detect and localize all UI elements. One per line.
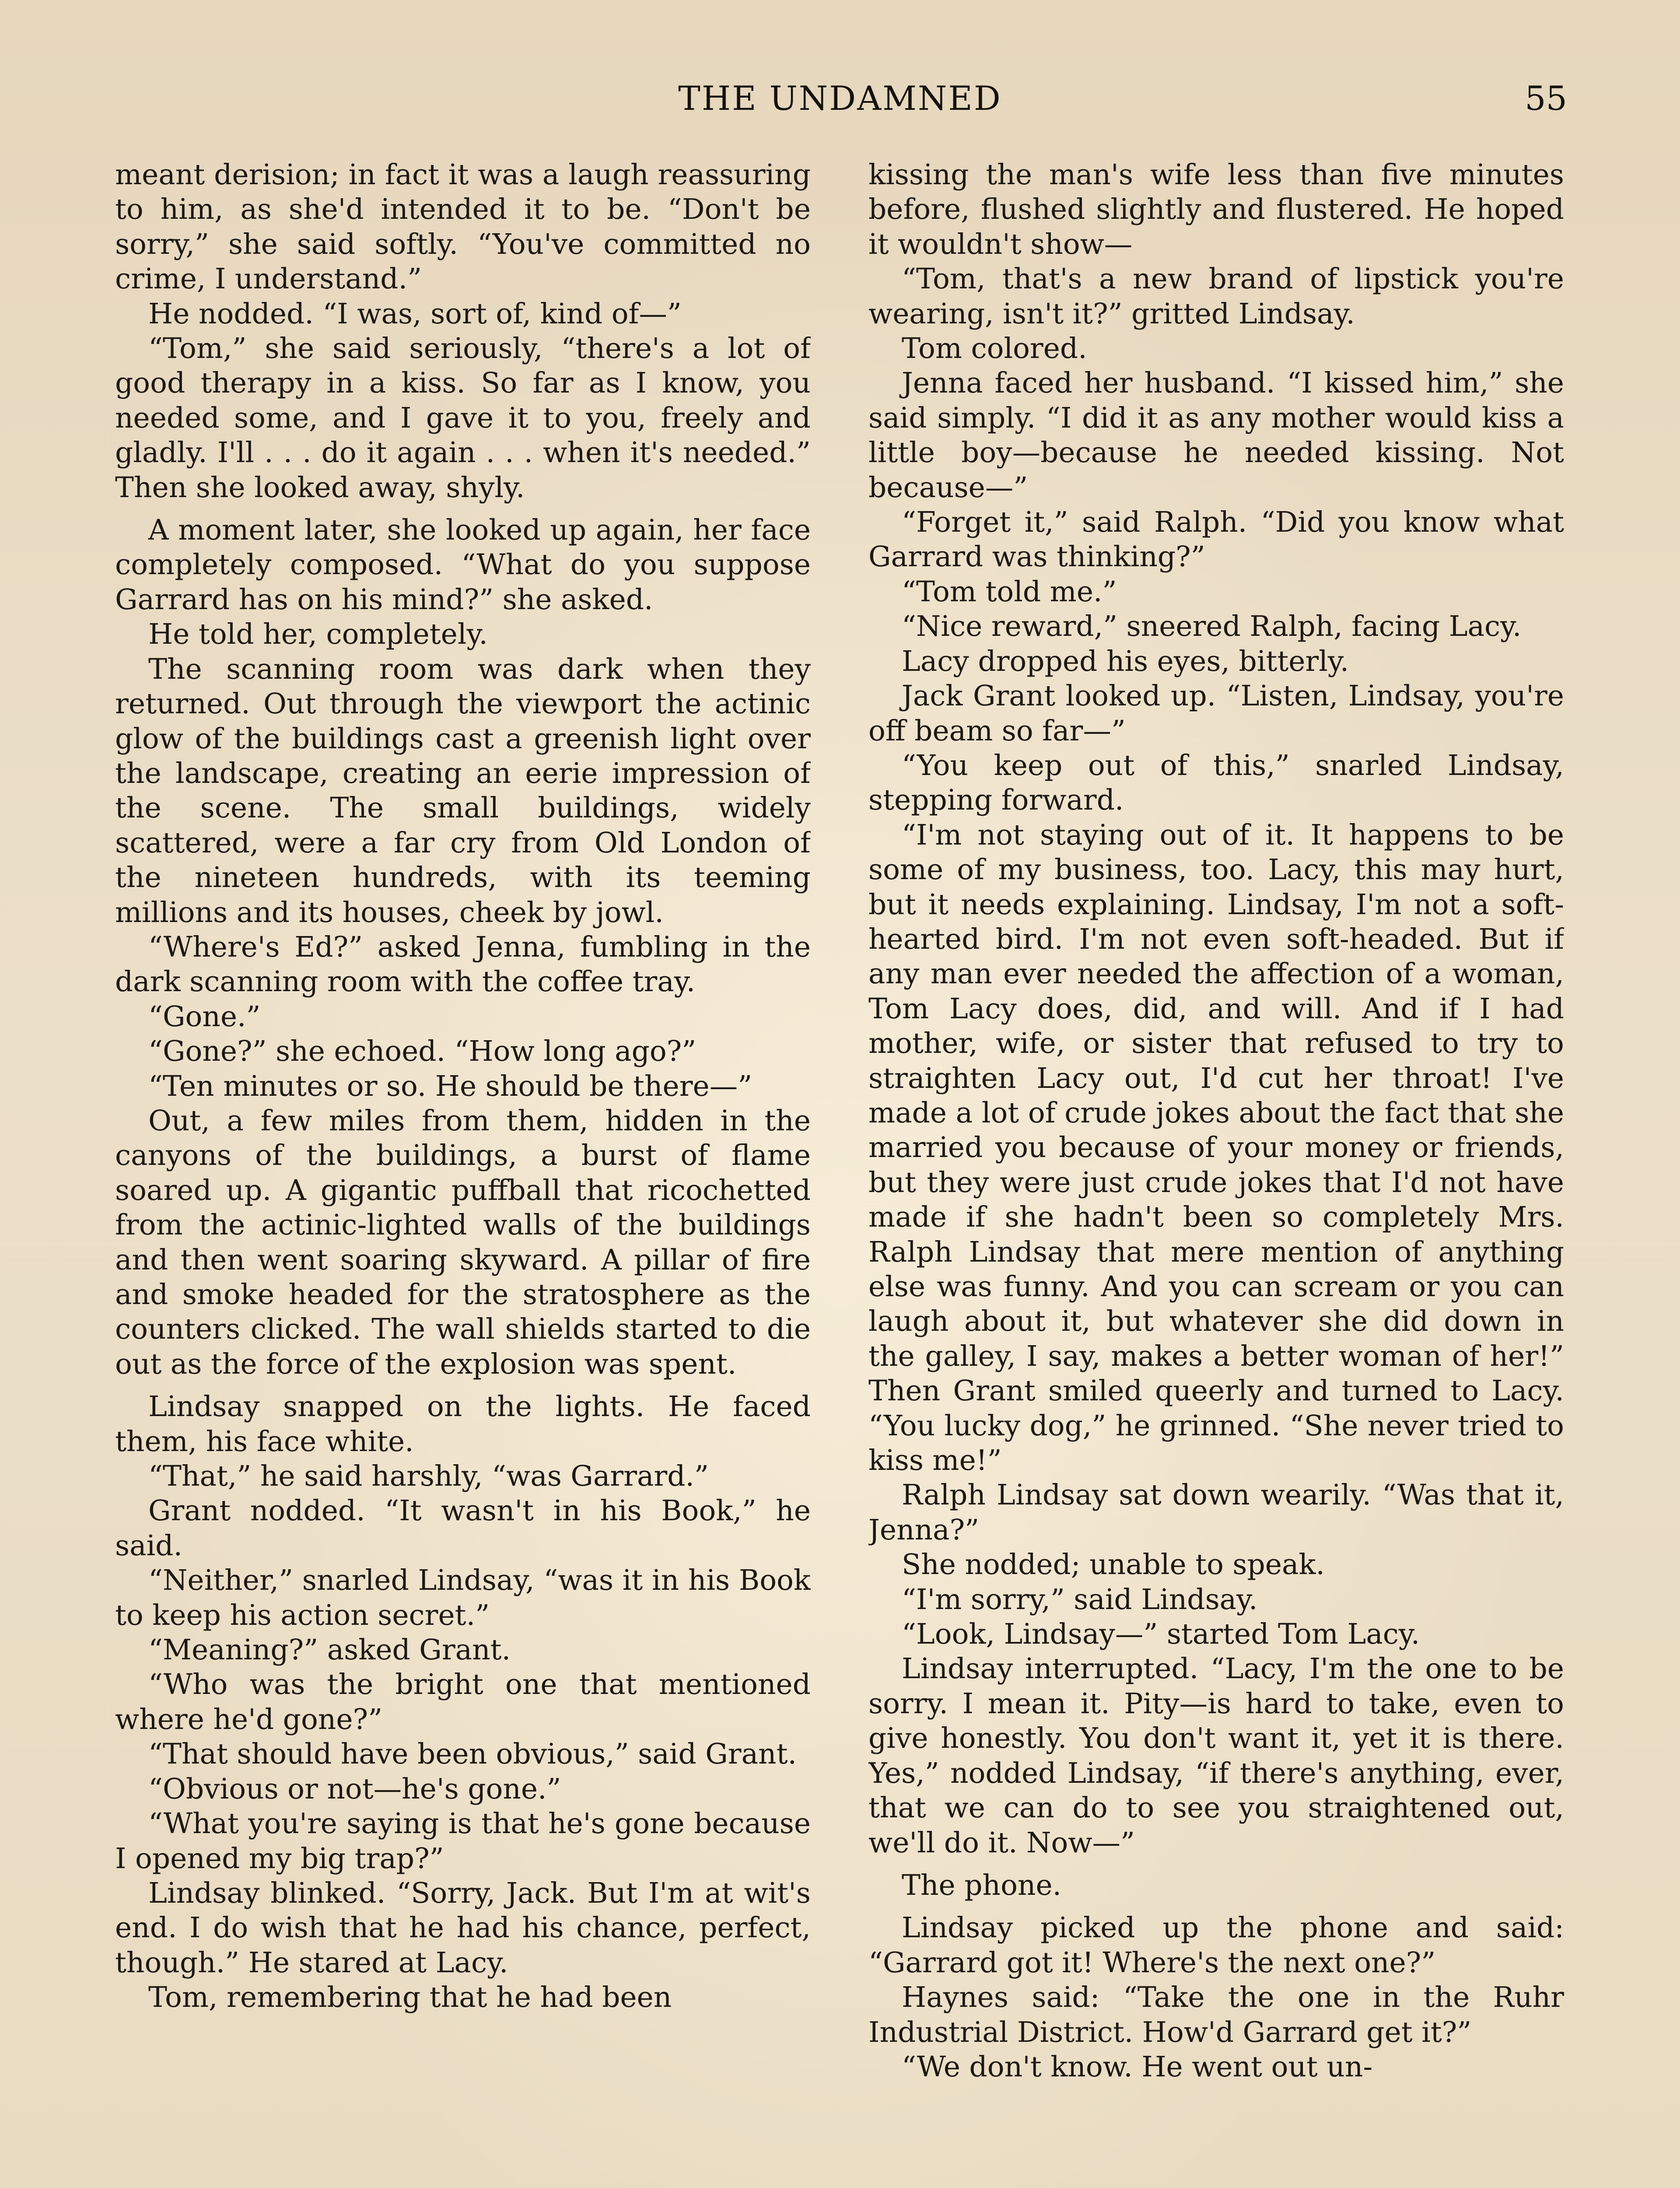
paragraph: “Meaning?” asked Grant. [148,1634,511,1667]
paragraph: “Obvious or not—he's gone.” [148,1772,561,1806]
paragraph: “Gone?” she echoed. “How long ago?” [148,1035,696,1068]
paragraph: “You keep out of this,” snarled Lindsay, stepping forward. [868,749,1564,817]
paragraph: Jenna faced her husband. “I kissed him,” she said simply. “I did it as any mother would kiss a little boy—because he needed kissing. Not because—” [868,367,1564,504]
paragraph: Lindsay picked up the phone and said: “Garrard got it! Where's the next one?” [868,1911,1564,1979]
page-number: 55 [1525,79,1567,118]
paragraph: “I'm sorry,” said Lindsay. [902,1583,1258,1616]
paragraph: “Look, Lindsay—” started Tom Lacy. [902,1618,1420,1651]
paragraph: kissing the man's wife less than five minutes before, flushed slightly and flustered. He hoped it wouldn't show— [868,158,1564,261]
paragraph: The scanning room was dark when they returned. Out through the viewport the actinic glow of the buildings cast a greenish light over the landscape, creating an eerie impression of the scene. The small buildings, widely scattered, were a far cry from Old London of the nineteen hundreds, with its teeming millions and its houses, cheek by jowl. [115,652,811,929]
paragraph: “What you're saying is that he's gone because I opened my big trap?” [115,1807,811,1875]
paragraph: “Forget it,” said Ralph. “Did you know what Garrard was thinking?” [868,506,1564,574]
paragraph: “We don't know. He went out un- [902,2050,1373,2083]
paragraph: “That should have been obvious,” said Grant. [148,1738,797,1771]
paragraph: Ralph Lindsay sat down wearily. “Was that it, Jenna?” [868,1479,1564,1546]
paragraph: “Tom,” she said seriously, “there's a lot of good therapy in a kiss. So far as I know, you needed some, and I gave it to you, freely and gladly. I'll . . . do it again . . . when it's needed.” Then she looked away, shyly. [115,332,811,504]
paragraph: The phone. [902,1869,1062,1902]
paragraph: Jack Grant looked up. “Listen, Lindsay, you're off beam so far—” [868,680,1564,747]
paragraph: “That,” he said harshly, “was Garrard.” [148,1460,709,1493]
paragraph: “Nice reward,” sneered Ralph, facing Lacy. [902,610,1522,643]
paragraph: “Tom told me.” [902,575,1117,608]
paragraph: Lindsay blinked. “Sorry, Jack. But I'm at wit's end. I do wish that he had his chance, perfect, though.” He stared at Lacy. [115,1876,811,1979]
paragraph: “Neither,” snarled Lindsay, “was it in his Book to keep his action secret.” [115,1564,811,1632]
paragraph: Lacy dropped his eyes, bitterly. [902,645,1349,678]
paragraph: Out, a few miles from them, hidden in the canyons of the buildings, a burst of flame soared up. A gigantic puffball that ricochetted from the actinic-lighted walls of the buildings and then went soaring skyward. A pillar of fire and smoke headed for the stratosphere as the counters clicked. The wall shields started to die out as the force of the explosion was spent. [115,1104,811,1381]
paragraph: He told her, completely. [148,618,488,651]
paragraph: meant derision; in fact it was a laugh reassuring to him, as she'd intended it to be. “Don't be sorry,” she said softly. “You've committed no crime, I understand.” [115,158,811,296]
paragraph: “Gone.” [148,1000,261,1033]
paragraph: “Who was the bright one that mentioned where he'd gone?” [115,1668,811,1736]
paragraph: He nodded. “I was, sort of, kind of—” [148,297,682,330]
paragraph: Tom colored. [902,332,1087,365]
paragraph: Lindsay interrupted. “Lacy, I'm the one to be sorry. I mean it. Pity—is hard to take, even to give honestly. You don't want it, yet it is there. Yes,” nodded Lindsay, “if there's anything, ever, that we can do to see you straightened out, we'll do it. Now—” [868,1652,1564,1859]
running-head-title: THE UNDAMNED [678,79,1002,118]
paragraph: Lindsay snapped on the lights. He faced them, his face white. [115,1390,811,1458]
paragraph: Haynes said: “Take the one in the Ruhr Industrial District. How'd Garrard get it?” [868,1981,1564,2049]
paragraph: Grant nodded. “It wasn't in his Book,” he said. [115,1494,811,1562]
right-text-column [868,158,1564,2188]
paragraph: She nodded; unable to speak. [902,1548,1325,1581]
paragraph: “Ten minutes or so. He should be there—” [148,1069,752,1103]
paragraph: Tom, remembering that he had been [148,1981,672,2014]
paragraph: A moment later, she looked up again, her face completely composed. “What do you suppose Garrard has on his mind?” she asked. [115,514,811,616]
paragraph: “I'm not staying out of it. It happens to be some of my business, too. Lacy, this may hurt, but it needs explaining. Lindsay, I'm not a soft-hearted bird. I'm not even soft-headed. But if any man ever needed the affection of a woman, Tom Lacy does, did, and will. And if I had mother, wife, or sister that refused to try to straighten Lacy out, I'd cut her throat! I've made a lot of crude jokes about the fact that she married you because of your money or friends, but they were just crude jokes that I'd not have made if she hadn't been so completely Mrs. Ralph Lindsay that mere mention of anything else was funny. And you can scream or you can laugh about it, but whatever she did down in the galley, I say, makes a better woman of her!” Then Grant smiled queerly and turned to Lacy. “You lucky dog,” he grinned. “She never tried to kiss me!” [868,818,1564,1477]
left-text-column [115,158,811,2188]
paragraph: “Tom, that's a new brand of lipstick you're wearing, isn't it?” gritted Lindsay. [868,263,1564,330]
paragraph: “Where's Ed?” asked Jenna, fumbling in the dark scanning room with the coffee tray. [115,930,811,999]
